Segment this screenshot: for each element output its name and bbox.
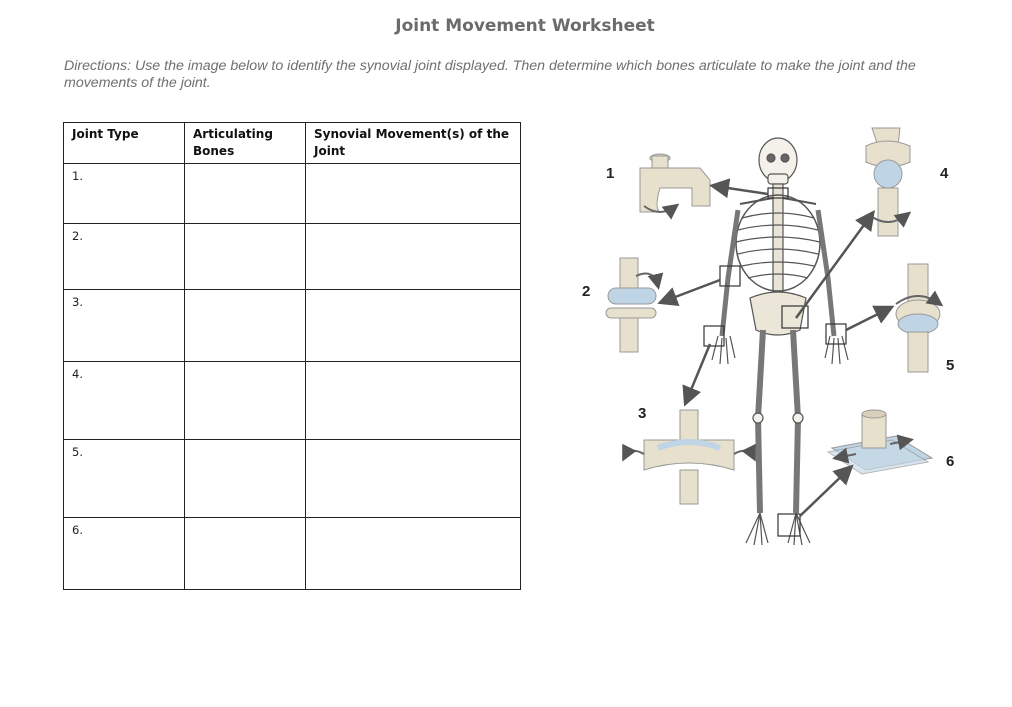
joint-table [63, 122, 521, 590]
joint-label-2: 2 [582, 283, 591, 300]
joint-label-1: 1 [606, 165, 615, 182]
row-number: 1. [64, 164, 185, 224]
arrow-to-joint-4 [796, 214, 872, 318]
directions-text: Directions: Use the image below to identify the synovial joint displayed. Then determine which bones articulate to make the joint and the movements of the joint. [64, 58, 916, 91]
table-row [64, 164, 521, 224]
joint-label-5: 5 [946, 357, 955, 374]
table-row [64, 290, 521, 362]
condyloid-joint-model [896, 264, 940, 372]
skeleton-figure-svg [560, 118, 980, 578]
arrow-to-joint-3 [686, 344, 710, 402]
skeleton-joint-figure [560, 118, 980, 578]
table-row [64, 518, 521, 590]
ball-and-socket-joint-model [866, 128, 910, 236]
row-number: 2. [64, 224, 185, 290]
joint-label-4: 4 [940, 165, 949, 182]
header-articulating-bones: Articulating Bones [185, 123, 306, 164]
articulating-bones-cell[interactable] [185, 440, 306, 518]
joint-label-6: 6 [946, 453, 955, 470]
row-number: 6. [64, 518, 185, 590]
pivot-joint-model [640, 154, 710, 212]
table-row [64, 362, 521, 440]
movements-cell[interactable] [306, 164, 521, 224]
articulating-bones-cell[interactable] [185, 164, 306, 224]
row-number: 4. [64, 362, 185, 440]
skeleton [712, 138, 848, 545]
arrow-to-joint-2 [662, 280, 720, 302]
row-number: 5. [64, 440, 185, 518]
articulating-bones-cell[interactable] [185, 362, 306, 440]
header-joint-type: Joint Type [64, 123, 185, 164]
row-number: 3. [64, 290, 185, 362]
movements-cell[interactable] [306, 518, 521, 590]
hinge-joint-model [606, 258, 658, 352]
table-header-row [64, 123, 521, 164]
worksheet-title: Joint Movement Worksheet [395, 16, 655, 36]
table-row [64, 224, 521, 290]
movements-cell[interactable] [306, 290, 521, 362]
movements-cell[interactable] [306, 224, 521, 290]
movements-cell[interactable] [306, 362, 521, 440]
joint-label-3: 3 [638, 405, 647, 422]
arrow-to-joint-6 [800, 468, 850, 516]
saddle-joint-model [624, 410, 754, 504]
arrow-to-joint-5 [846, 308, 890, 330]
movements-cell[interactable] [306, 440, 521, 518]
articulating-bones-cell[interactable] [185, 224, 306, 290]
table-row [64, 440, 521, 518]
header-synovial-movements: Synovial Movement(s) of the Joint [306, 123, 521, 164]
articulating-bones-cell[interactable] [185, 518, 306, 590]
plane-joint-model [828, 410, 932, 474]
arrow-to-joint-1 [714, 186, 768, 194]
articulating-bones-cell[interactable] [185, 290, 306, 362]
